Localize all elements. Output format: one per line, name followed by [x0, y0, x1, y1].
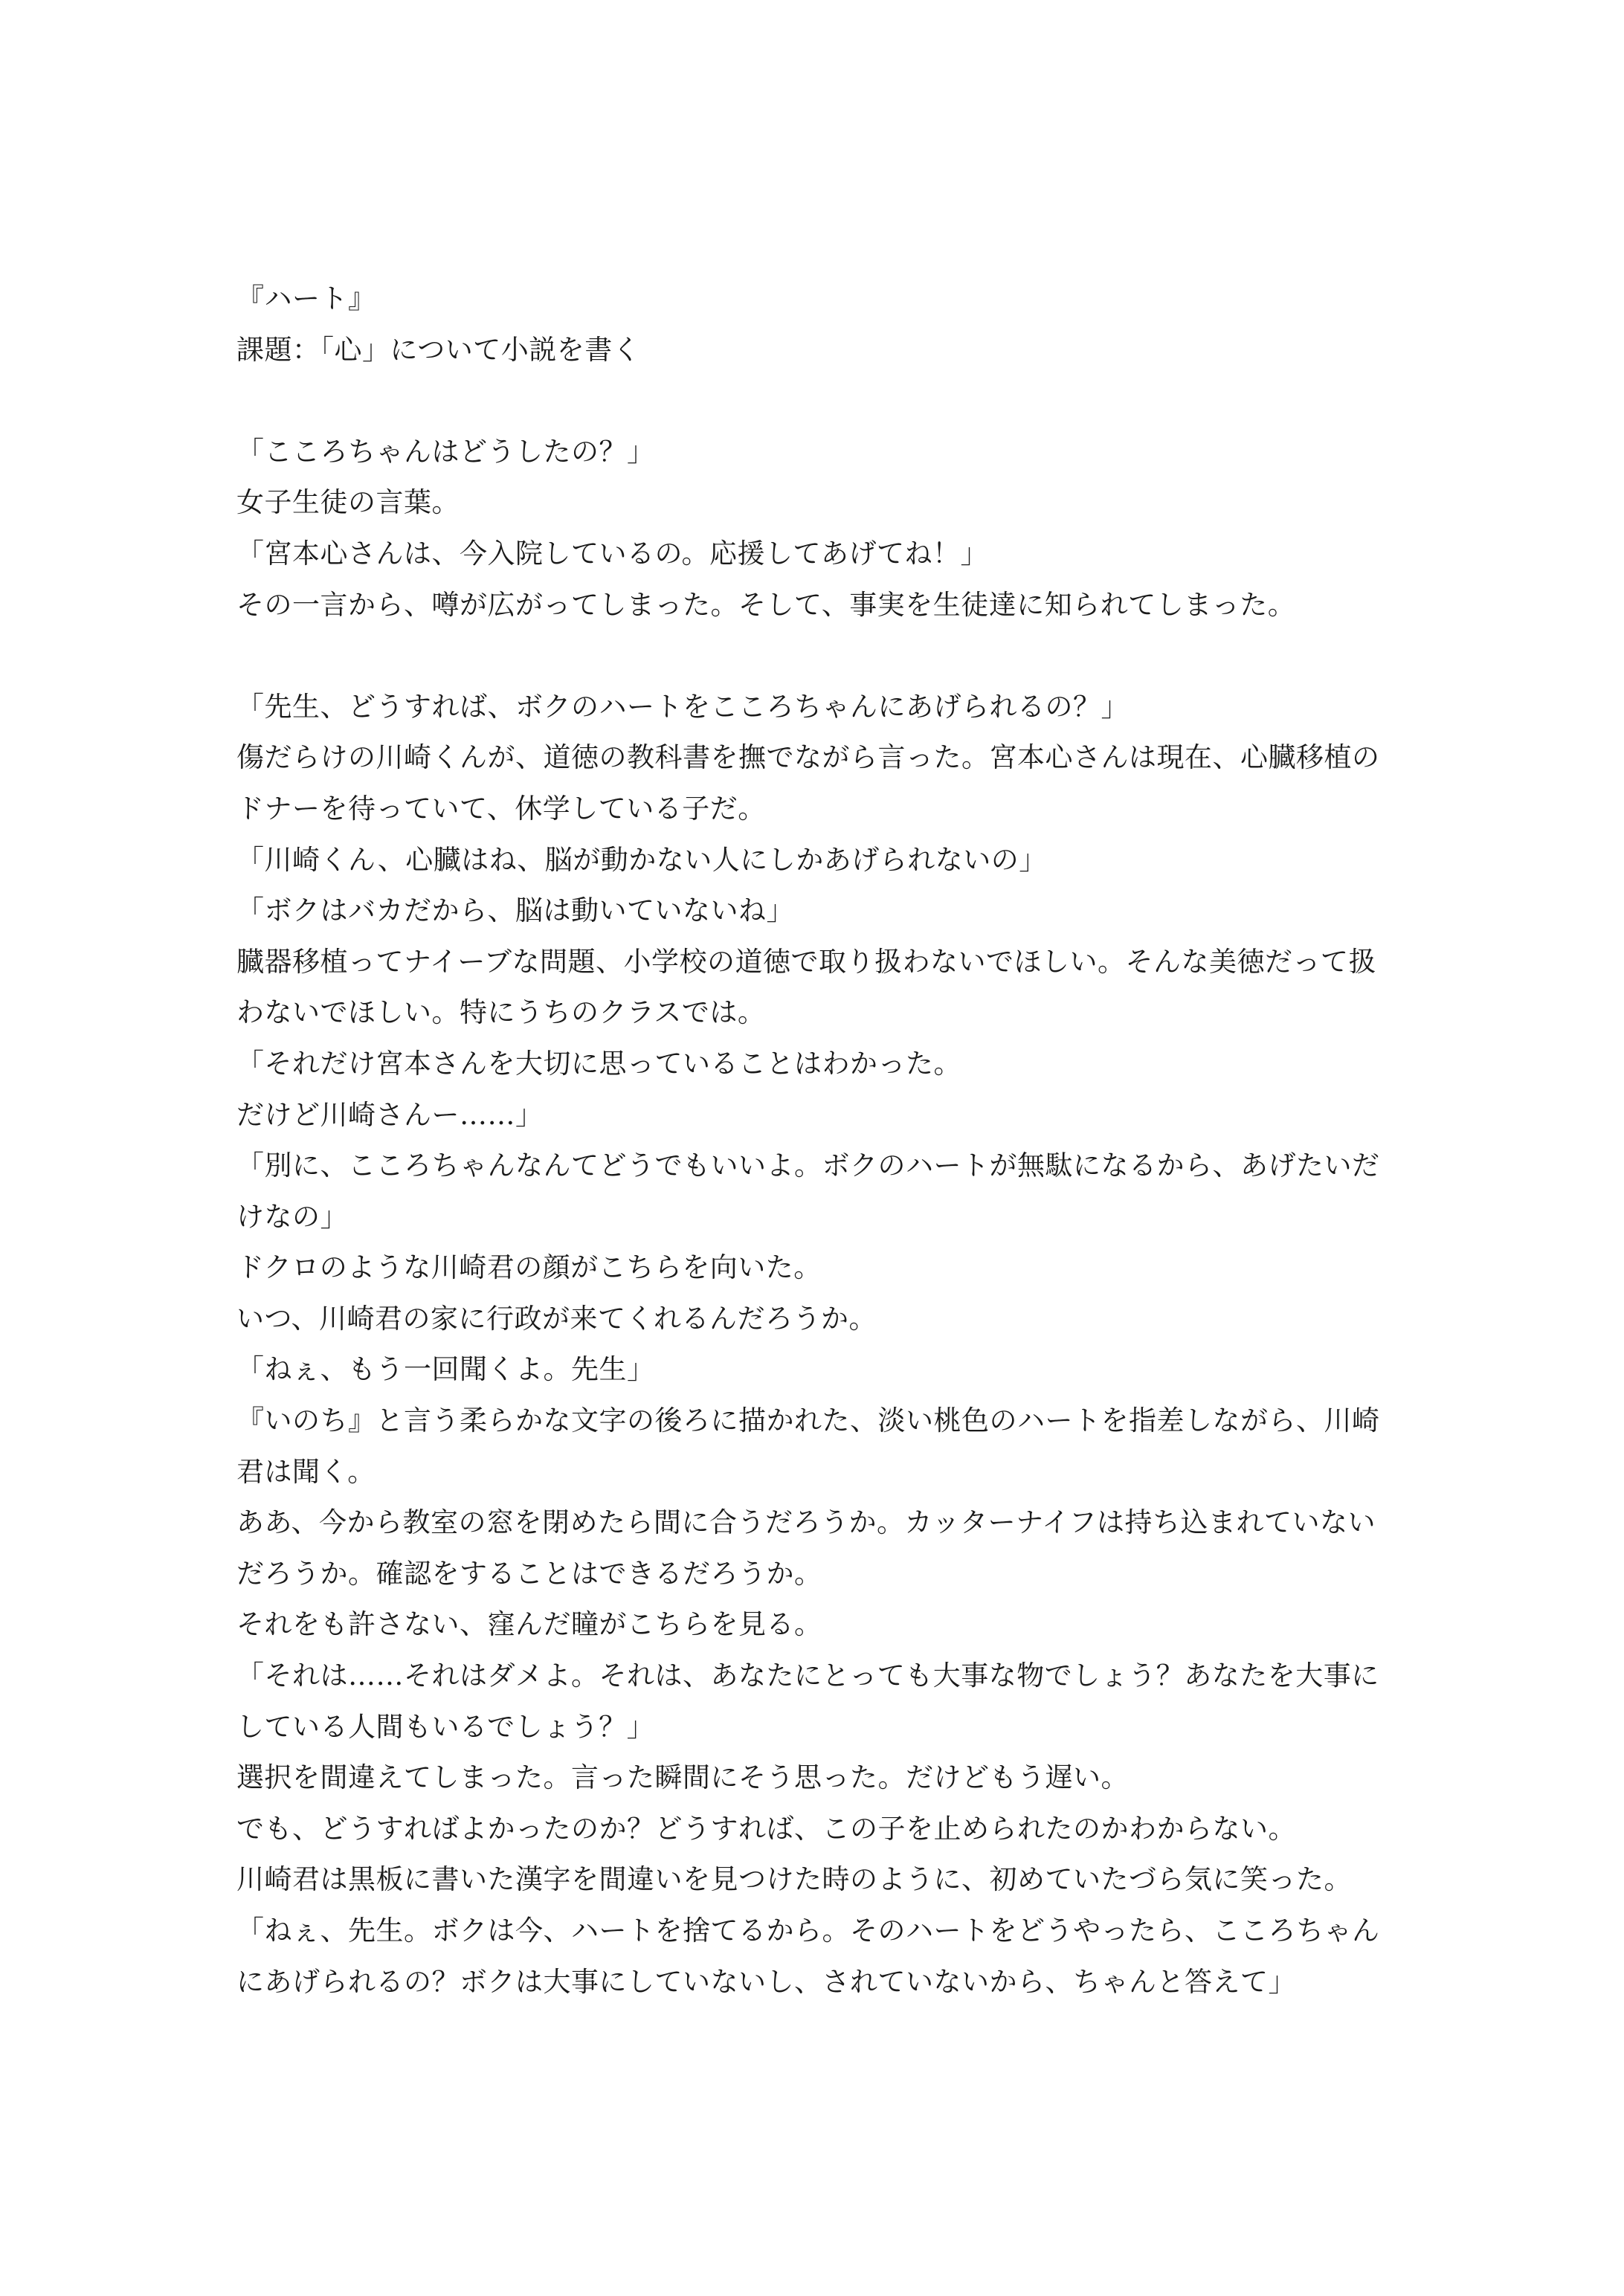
paragraph-line: その一言から、噂が広がってしまった。そして、事実を生徒達に知られてしまった。 [236, 588, 1296, 621]
paragraph-line: 選択を間違えてしまった。言った瞬間にそう思った。だけどもう遅い。 [236, 1761, 1129, 1794]
paragraph-line: わないでほしい。特にうちのクラスでは。 [236, 996, 766, 1029]
paragraph-line: 『いのち』と言う柔らかな文字の後ろに描かれた、淡い桃色のハートを指差しながら、川崎 [236, 1405, 1380, 1437]
paragraph-line: 「宮本心さんは、今入院しているの。応援してあげてね！」 [236, 537, 989, 570]
assignment-line: 課題：「心」について小説を書く [236, 333, 641, 366]
paragraph-line: いつ、川崎君の家に行政が来てくれるんだろうか。 [236, 1302, 877, 1335]
paragraph-line: でも、どうすればよかったのか？どうすれば、この子を止められたのかわからない。 [236, 1812, 1296, 1845]
story-title: 『ハート』 [236, 283, 376, 315]
paragraph-line: 「ボクはバカだから、脳は動いていないね」 [236, 894, 794, 927]
paragraph-line: 傷だらけの川崎くんが、道徳の教科書を撫でながら言った。宮本心さんは現在、心臓移植の [236, 741, 1380, 774]
paragraph-line: 女子生徒の言葉。 [236, 486, 460, 519]
story-text [236, 274, 1411, 2008]
paragraph-line [236, 375, 1411, 427]
paragraph-line: 「こころちゃんはどうしたの？」 [236, 435, 655, 468]
paragraph-line: 「それだけ宮本さんを大切に思っていることはわかった。 [236, 1047, 961, 1080]
paragraph-line: 「別に、こころちゃんなんてどうでもいいよ。ボクのハートが無駄になるから、あげたいだ [236, 1149, 1380, 1182]
paragraph-line: 君は聞く。 [236, 1455, 376, 1488]
paragraph-line: 「ねぇ、先生。ボクは今、ハートを捨てるから。そのハートをどうやったら、こころちゃん [236, 1915, 1380, 1947]
paragraph-line: それをも許さない、窪んだ瞳がこちらを見る。 [236, 1608, 822, 1641]
paragraph-line: ドナーを待っていて、休学している子だ。 [236, 792, 766, 825]
paragraph-line [236, 631, 1411, 682]
paragraph-line: けなの」 [236, 1200, 348, 1233]
paragraph-line: にあげられるの？ボクは大事にしていないし、されていないから、ちゃんと答えて」 [236, 1965, 1296, 1998]
paragraph-line: している人間もいるでしょう？」 [236, 1710, 655, 1743]
paragraph-line: だけど川崎さんー……」 [236, 1098, 544, 1131]
paragraph-line: 「川崎くん、心臓はね、脳が動かない人にしかあげられないの」 [236, 843, 1047, 876]
paragraph-line: 「先生、どうすれば、ボクのハートをこころちゃんにあげられるの？」 [236, 690, 1129, 723]
paragraph-line: 「それは……それはダメよ。それは、あなたにとっても大事な物でしょう？あなたを大事に [236, 1660, 1379, 1692]
paragraph-line: 川崎君は黒板に書いた漢字を間違いを見つけた時のように、初めていたづら気に笑った。 [236, 1863, 1352, 1896]
paragraph-line: ああ、今から教室の窓を閉めたら間に合うだろうか。カッターナイフは持ち込まれていない [236, 1506, 1376, 1539]
paragraph-line: 臓器移植ってナイーブな問題、小学校の道徳で取り扱わないでほしい。そんな美徳だって扱 [236, 945, 1377, 978]
paragraph-line: だろうか。確認をすることはできるだろうか。 [236, 1557, 822, 1590]
paragraph-line: ドクロのような川崎君の顔がこちらを向いた。 [236, 1251, 822, 1284]
paragraph-line: 「ねぇ、もう一回聞くよ。先生」 [236, 1353, 655, 1386]
